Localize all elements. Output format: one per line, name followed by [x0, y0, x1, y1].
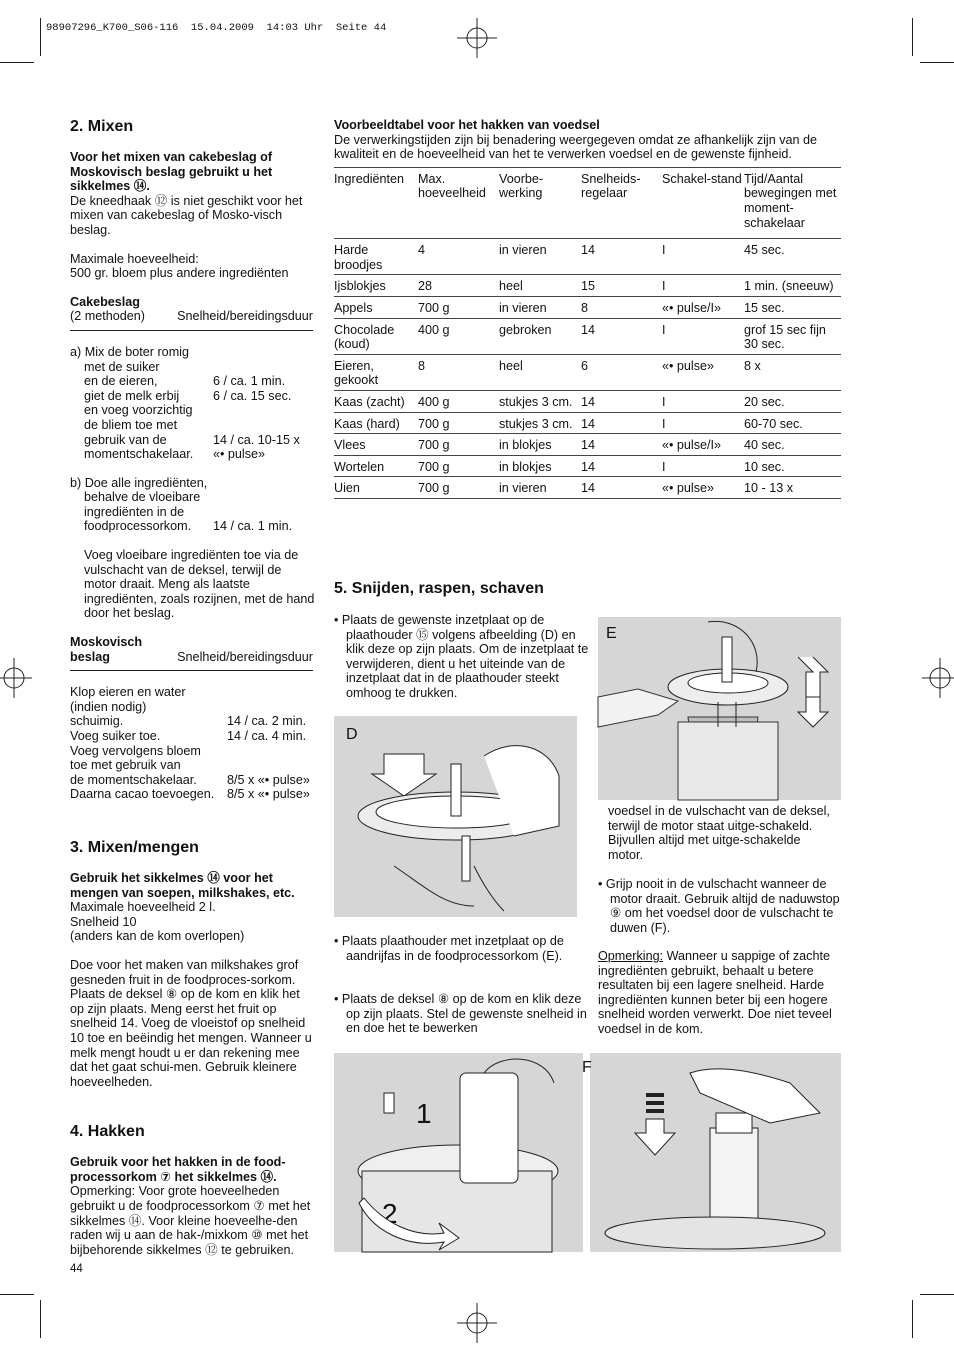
section-heading-hakken: 4. Hakken [70, 1123, 145, 1141]
step-value [227, 700, 313, 715]
table-cell: Ijsblokjes [334, 275, 418, 297]
figure-d-label: D [346, 726, 358, 743]
table-cell: 700 g [418, 477, 499, 499]
table-cell: Appels [334, 296, 418, 318]
table-header-cell: Schakel-stand [662, 167, 744, 238]
table-header-cell: Snelheids-regelaar [581, 167, 662, 238]
registration-mark-right [922, 658, 954, 698]
step-row [70, 433, 313, 448]
table-cell: Wortelen [334, 455, 418, 477]
step-value: 6 / ca. 1 min. [213, 374, 286, 389]
table-row [334, 477, 841, 499]
step-value [213, 360, 313, 375]
cake-method-a [70, 345, 315, 462]
left-column [70, 118, 315, 1257]
table-row [334, 434, 841, 456]
step-row [70, 758, 313, 773]
table-header-cell: Voorbe-werking [499, 167, 581, 238]
table-cell: I [662, 390, 744, 412]
table-cell: 14 [581, 434, 662, 456]
step-value: 8/5 x «• pulse» [227, 772, 310, 787]
step-text: giet de melk erbij [84, 388, 180, 403]
crop-mark [920, 1294, 954, 1295]
mixen-intro-bold: Voor het mixen van cakebeslag of Moskovisch beslag gebruikt u het sikkelmes ⑭. [70, 150, 273, 194]
table-cell: 8 [418, 354, 499, 390]
mixen-intro-text: De kneedhaak ⑫ is niet geschikt voor het mixen van cakebeslag of Mosko-visch beslag. [70, 193, 303, 237]
table-cell: Kaas (zacht) [334, 390, 418, 412]
table-cell: Vlees [334, 434, 418, 456]
table-cell: 8 x [744, 354, 841, 390]
example-table-section [334, 118, 841, 499]
max-label: Maximale hoeveelheid: [70, 251, 199, 266]
step-row [70, 505, 313, 520]
section-heading-mixen: 2. Mixen [70, 118, 134, 135]
step-row [70, 403, 313, 418]
table-cell: 700 g [418, 296, 499, 318]
figure-e-label: E [606, 625, 617, 642]
table-row [334, 390, 841, 412]
mosk-col-label: Snelheid/bereidingsduur [177, 649, 313, 664]
snijden-bullet-4: • Grijp nooit in de vulschacht wanneer de motor draait. Gebruik altijd de naduwstop ⑨ om het voedsel door de vulschacht te duwen (F). [598, 877, 840, 935]
table-cell: 14 [581, 455, 662, 477]
figure-f-label: F [582, 1059, 592, 1076]
table-cell: 14 [581, 239, 662, 275]
step-text: de bliem toe met [84, 417, 178, 432]
step-value: «• pulse» [213, 447, 266, 462]
snijden-bullet-4-text: Grijp nooit in de vulschacht wanneer de motor draait. Gebruik altijd de naduwstop ⑨ om het voedsel door de vulschacht te duwen (F). [605, 877, 840, 935]
step-value: 14 / ca. 2 min. [227, 714, 307, 729]
step-row [70, 744, 313, 759]
step-text: Daarna cacao toevoegen. [70, 787, 215, 802]
table-cell: grof 15 sec fijn 30 sec. [744, 318, 841, 354]
snijden-continuation: voedsel in de vulschacht van de deksel, terwijl de motor staat uitge-schakeld. Bijvullen altijd met uitge-schakelde motor. [608, 804, 830, 862]
table-title: Voorbeeldtabel voor het hakken van voedsel [334, 118, 600, 132]
step-row [70, 389, 313, 404]
crop-mark [912, 18, 913, 56]
crop-mark [40, 18, 41, 56]
step-text: b) Doe alle ingrediënten, [70, 475, 208, 490]
table-cell: I [662, 412, 744, 434]
step-value [213, 403, 313, 418]
hakken-bold: Gebruik voor het hakken in de food-processorkom ⑦ het sikkelmes ⑭. [70, 1155, 286, 1184]
table-cell: 14 [581, 390, 662, 412]
hakken-paragraph: Opmerking: Voor grote hoeveelheden gebruikt u de foodprocessorkom ⑦ met het sikkelmes ⑭. Voor kleine hoeveelhe-den raden wij u aan de hak-/mixkom ⑩ met het bijbehorende sikkelmes ⑫ te gebruiken. [70, 1184, 311, 1257]
table-header-cell: Max. hoeveelheid [418, 167, 499, 238]
step-value [213, 418, 313, 433]
note-label: Opmerking: [598, 949, 664, 963]
step-row [70, 685, 313, 700]
step-row [70, 773, 313, 788]
table-cell: 4 [418, 239, 499, 275]
table-cell: I [662, 455, 744, 477]
table-cell: in vieren [499, 477, 581, 499]
step-text: Voeg vervolgens bloem [70, 743, 201, 758]
chopping-table [334, 167, 841, 499]
cake-method-b-extra: Voeg vloeibare ingrediënten toe via de vulschacht van de deksel, terwijl de motor draait. Meng als laatste ingrediënten, zoals rozijnen, met de hand door het beslag. [84, 548, 315, 621]
step-text: toe met gebruik van [70, 758, 181, 773]
table-row [334, 318, 841, 354]
table-cell: 10 - 13 x [744, 477, 841, 499]
table-cell: «• pulse/I» [662, 296, 744, 318]
snijden-bullet-3-text: Plaats de deksel ⑧ op de kom en klik deze op zijn plaats. Stel de gewenste snelheid in en doe het te bewerken [341, 992, 587, 1036]
table-cell: Harde broodjes [334, 239, 418, 275]
step-value: 14 / ca. 1 min. [213, 519, 293, 534]
table-cell: gebroken [499, 318, 581, 354]
table-cell: 700 g [418, 455, 499, 477]
table-cell: 40 sec. [744, 434, 841, 456]
step-row [70, 360, 313, 375]
step-text: (indien nodig) [70, 699, 147, 714]
table-cell: 700 g [418, 434, 499, 456]
step-text: en voeg voorzichtig [84, 403, 193, 418]
table-header-cell: Ingrediënten [334, 167, 418, 238]
step-value [227, 744, 313, 759]
step-row [70, 519, 313, 534]
table-header-row [334, 167, 841, 238]
table-cell: Kaas (hard) [334, 412, 418, 434]
table-row [334, 275, 841, 297]
table-cell: in vieren [499, 239, 581, 275]
cake-header-row [70, 309, 313, 331]
table-header-cell: Tijd/Aantal bewegingen met moment-schakelaar [744, 167, 841, 238]
mosk-title: Moskovisch [70, 635, 143, 650]
step-value [213, 345, 313, 360]
crop-mark [0, 1294, 34, 1295]
step-value: 14 / ca. 4 min. [227, 729, 307, 743]
table-cell: 45 sec. [744, 239, 841, 275]
step-text: ingrediënten in de [84, 504, 185, 519]
step-text: foodprocessorkom. [84, 519, 192, 534]
step-value: 14 / ca. 10-15 x [213, 432, 300, 447]
step-text: a) Mix de boter romig [70, 344, 189, 359]
mengen-line-2: Snelheid 10 [70, 914, 137, 929]
step-row [70, 700, 313, 715]
disc-insert-illustration [334, 716, 577, 917]
table-cell: 10 sec. [744, 455, 841, 477]
step-value: 6 / ca. 15 sec. [213, 388, 292, 403]
mengen-line-1: Maximale hoeveelheid 2 l. [70, 900, 216, 915]
mosk-title-2: beslag [70, 649, 110, 664]
crop-mark [40, 1300, 41, 1338]
table-cell: heel [499, 275, 581, 297]
table-cell: «• pulse/I» [662, 434, 744, 456]
table-cell: Chocolade (koud) [334, 318, 418, 354]
table-cell: in blokjes [499, 434, 581, 456]
page-number: 44 [70, 1263, 83, 1275]
cake-method-b [70, 476, 315, 534]
step-value [227, 685, 313, 700]
cake-methods: (2 methoden) [70, 309, 145, 324]
table-cell: «• pulse» [662, 477, 744, 499]
cake-title: Cakebeslag [70, 294, 141, 309]
table-cell: Eieren, gekookt [334, 354, 418, 390]
table-cell: 15 sec. [744, 296, 841, 318]
crop-mark [0, 62, 34, 63]
step-row [70, 418, 313, 433]
step-row [70, 476, 313, 491]
table-cell: «• pulse» [662, 354, 744, 390]
crop-mark [912, 1300, 913, 1338]
mengen-line-3: (anders kan de kom overlopen) [70, 929, 245, 944]
mosk-steps [70, 685, 315, 802]
step-number-2: 2 [382, 1198, 398, 1229]
figure-d-illustration [334, 716, 577, 917]
section-heading-mengen: 3. Mixen/mengen [70, 838, 199, 856]
registration-mark-top [457, 18, 497, 58]
step-row [70, 714, 313, 729]
step-row [70, 787, 313, 802]
step-value [227, 758, 313, 773]
table-cell: I [662, 239, 744, 275]
section-heading-snijden: 5. Snijden, raspen, schaven [334, 580, 544, 597]
step-text: Voeg suiker toe. [70, 729, 161, 743]
table-cell: Uien [334, 477, 418, 499]
table-row [334, 354, 841, 390]
table-cell: 6 [581, 354, 662, 390]
print-slug: 98907296_K700_S06-116 15.04.2009 14:03 Uhr Seite 44 [46, 22, 387, 34]
table-cell: 8 [581, 296, 662, 318]
table-cell: 28 [418, 275, 499, 297]
snijden-bullet-1: • Plaats de gewenste inzetplaat op de plaathouder ⑮ volgens afbeelding (D) en klik deze op zijn plaats. Om de inzetplaat te verwijderen, dient u het uiteinde van de inzetplaat dat in de plaathouder steekt omhoog te drukken. [334, 613, 589, 700]
crop-mark [920, 62, 954, 63]
table-cell: I [662, 275, 744, 297]
step-row [70, 729, 313, 744]
table-cell: 20 sec. [744, 390, 841, 412]
table-cell: heel [499, 354, 581, 390]
processor-disc-illustration [598, 617, 841, 800]
table-cell: 400 g [418, 390, 499, 412]
snijden-bullet-2-text: Plaats plaathouder met inzetplaat op de aandrijfas in de foodprocessorkom (E). [341, 934, 564, 963]
table-cell: 700 g [418, 412, 499, 434]
mengen-bold: Gebruik het sikkelmes ⑭ voor het mengen van soepen, milkshakes, etc. [70, 870, 295, 900]
step-text: gebruik van de [84, 432, 167, 447]
pusher-illustration [590, 1053, 841, 1252]
step-row [70, 345, 313, 360]
table-row [334, 296, 841, 318]
figure-e-illustration [598, 617, 841, 800]
table-cell: I [662, 318, 744, 354]
max-value: 500 gr. bloem plus andere ingrediënten [70, 266, 289, 281]
step-text: Klop eieren en water [70, 685, 186, 700]
table-cell: 14 [581, 412, 662, 434]
step-text: met de suiker [84, 359, 160, 374]
table-cell: 1 min. (sneeuw) [744, 275, 841, 297]
snijden-bullet-2: • Plaats plaathouder met inzetplaat op de aandrijfas in de foodprocessorkom (E). [334, 934, 564, 963]
step-value: 8/5 x «• pulse» [227, 787, 310, 802]
mosk-header-row [70, 650, 313, 672]
step-row [70, 490, 313, 505]
step-row [70, 447, 313, 462]
table-cell: stukjes 3 cm. [499, 412, 581, 434]
table-cell: 60-70 sec. [744, 412, 841, 434]
step-number-1: 1 [416, 1098, 432, 1129]
table-cell: 15 [581, 275, 662, 297]
table-cell: 14 [581, 477, 662, 499]
table-cell: 400 g [418, 318, 499, 354]
snijden-bullet-3: • Plaats de deksel ⑧ op de kom en klik deze op zijn plaats. Stel de gewenste snelheid in en doe het te bewerken [334, 992, 587, 1036]
table-row [334, 455, 841, 477]
figure-f-right-illustration [582, 1053, 841, 1252]
table-cell: 14 [581, 318, 662, 354]
step-text: de momentschakelaar. [70, 772, 197, 787]
step-text: behalve de vloeibare [84, 490, 201, 505]
snijden-bullet-1-text: Plaats de gewenste inzetplaat op de plaathouder ⑮ volgens afbeelding (D) en klik deze op zijn plaats. Om de inzetplaat te verwijderen, dient u het uiteinde van de inzetplaat dat in de plaathouder steekt omhoog te drukken. [341, 613, 589, 700]
registration-mark-left [0, 658, 32, 698]
mengen-paragraph: Doe voor het maken van milkshakes grof gesneden fruit in de foodproces-sorkom. Plaats de deksel ⑧ op de kom en klik het op zijn plaats. Meng eerst het fruit op snelheid 14. Voeg de vloeistof op snelheid 10 toe en beëindig het mengen. Wanneer u melk mengt houdt u er dan rekening mee dat het gaat schui-men. Gebruik kleinere hoeveelheden. [70, 957, 312, 1089]
table-cell: in vieren [499, 296, 581, 318]
cake-col-label: Snelheid/bereidingsduur [177, 309, 313, 324]
step-text: schuimig. [70, 714, 124, 729]
step-row [70, 374, 313, 389]
step-value [213, 505, 313, 520]
figure-f-left-illustration [334, 1053, 583, 1252]
step-value [213, 490, 313, 505]
table-cell: in blokjes [499, 455, 581, 477]
step-value [213, 476, 313, 491]
step-text: en de eieren, [84, 374, 158, 389]
lid-mounting-illustration [334, 1053, 583, 1252]
step-text: momentschakelaar. [84, 447, 194, 462]
table-cell: stukjes 3 cm. [499, 390, 581, 412]
registration-mark-bottom [457, 1303, 497, 1343]
table-row [334, 239, 841, 275]
snijden-note [598, 949, 840, 1037]
table-intro: De verwerkingstijden zijn bij benadering weergegeven omdat ze afhankelijk zijn van de kwaliteit en de hoeveelheid van het te verwerken voedsel en de gewenste fijnheid. [334, 132, 818, 162]
note-text: Wanneer u sappige of zachte ingrediënten gebruikt, behaalt u betere resultaten bij een lagere snelheid. Harde ingrediënten kunnen beter bij een hogere snelheid worden verwerkt. Doe niet teveel voedsel in de kom. [598, 949, 832, 1036]
table-row [334, 412, 841, 434]
